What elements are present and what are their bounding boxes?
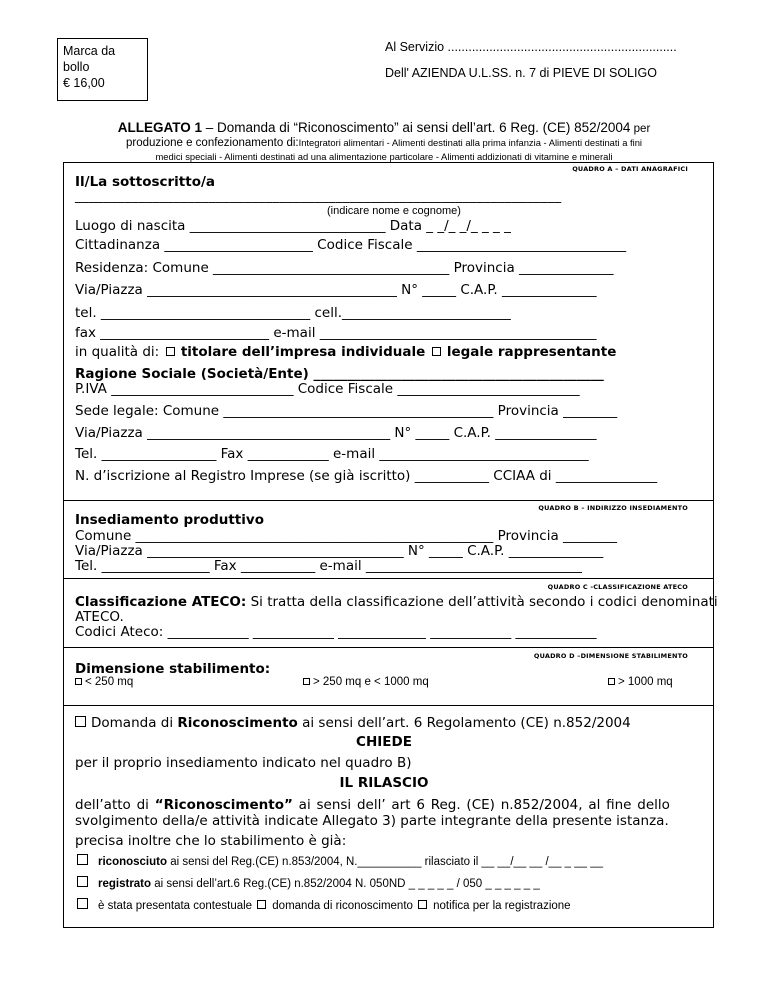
- quadro-c-tag: QUADRO C -CLASSIFICAZIONE ATECO: [547, 583, 688, 591]
- dim-opt3[interactable]: [608, 676, 673, 688]
- dim-opt1[interactable]: [75, 676, 133, 688]
- quadro-d-tag: QUADRO D –DIMENSIONE STABILIMENTO: [533, 652, 688, 660]
- dim-opt1-label: < 250 mq: [85, 676, 134, 688]
- divider-b-c: [63, 578, 714, 579]
- registrato-row: [75, 876, 540, 890]
- quadro-a-tag: QUADRO A – DATI ANAGRAFICI: [572, 165, 688, 173]
- piva-field[interactable]: P.IVA ___________________________ Codice Fiscale ___________________________: [75, 381, 580, 397]
- insediamento-comune-field[interactable]: Comune _____________________________________________________ Provincia ________: [75, 528, 618, 544]
- divider-c-d: [63, 647, 714, 648]
- allegato-line2-small: Integratori alimentari - Alimenti destinati alla prima infanzia - Alimenti destinati a fini: [298, 137, 642, 148]
- opt-riconoscimento-checkbox[interactable]: [257, 900, 266, 909]
- atto-line2: svolgimento della/e attività indicate Allegato 3) parte integrante della presente istanza.: [75, 813, 669, 829]
- rilascio-heading: IL RILASCIO: [339, 775, 429, 791]
- chiede-heading: CHIEDE: [356, 734, 412, 750]
- registrato-checkbox[interactable]: [77, 876, 88, 887]
- domanda-prefix: Domanda di: [91, 715, 178, 731]
- dim-opt1-checkbox[interactable]: [75, 678, 82, 685]
- domanda-bold: Riconoscimento: [177, 715, 298, 731]
- registrato-bold: registrato: [98, 878, 152, 890]
- opt-notifica-label: notifica per la registrazione: [433, 900, 571, 912]
- servizio-line: Al Servizio ..................................................................: [385, 40, 677, 54]
- allegato-title: [0, 120, 768, 135]
- registrato-rest: ai sensi dell’art.6 Reg.(CE) n.852/2004 N. 050ND _ _ _ _ _ / 050 _ _ _ _ _ _: [151, 878, 540, 890]
- domanda-line: [73, 715, 631, 731]
- divider-a-b: [63, 500, 714, 501]
- atto-pre: dell’atto di: [75, 797, 155, 813]
- cittadinanza-field[interactable]: Cittadinanza ______________________ Codice Fiscale _______________________________: [75, 237, 627, 253]
- allegato-line2-main: produzione e confezionamento di:: [125, 137, 299, 149]
- contestuale-row: [75, 898, 571, 912]
- stamp-label: [63, 43, 115, 91]
- azienda-line: Dell' AZIENDA U.L.SS. n. 7 di PIEVE DI SOLIGO: [385, 66, 657, 80]
- qualita-row: [75, 344, 616, 360]
- atto-bold: “Riconoscimento”: [154, 797, 293, 813]
- quadro-b-tag: QUADRO B – INDIRIZZO INSEDIAMENTO: [538, 504, 688, 512]
- sottoscritto-label: Il/La sottoscritto/a: [75, 174, 216, 190]
- luogo-field[interactable]: Luogo di nascita _____________________________ Data _ _/_ _/_ _ _ _: [75, 218, 511, 234]
- allegato-title-rest: – Domanda di “Riconoscimento” ai sensi dell’art. 6 Reg. (CE) 852/2004: [201, 120, 631, 135]
- via2-field[interactable]: Via/Piazza ____________________________________ N° _____ C.A.P. _______________: [75, 425, 597, 441]
- titolare-checkbox[interactable]: [166, 347, 175, 356]
- insediamento-tel-field[interactable]: Tel. ________________ Fax ___________ e-mail ________________________________: [75, 558, 582, 574]
- tel-field[interactable]: tel. _______________________________ cell._________________________: [75, 305, 511, 321]
- atto-rest: ai sensi dell’ art 6 Reg. (CE) n.852/2004, al fine dello: [292, 797, 670, 813]
- stamp-line2: bollo: [63, 60, 90, 74]
- riconosciuto-bold: riconosciuto: [98, 856, 168, 868]
- ateco-text: [75, 594, 718, 610]
- dim-opt3-label: > 1000 mq: [618, 676, 673, 688]
- via-field[interactable]: Via/Piazza _____________________________________ N° _____ C.A.P. ______________: [75, 282, 597, 298]
- tel2-field[interactable]: Tel. _________________ Fax ____________ e-mail _______________________________: [75, 446, 589, 462]
- name-field[interactable]: _____________________________________________________________________: [75, 188, 562, 204]
- residenza-field[interactable]: Residenza: Comune ___________________________________ Provincia ______________: [75, 260, 614, 276]
- ateco-text2: ATECO.: [75, 609, 124, 625]
- contestuale-checkbox[interactable]: [77, 898, 88, 909]
- dim-opt2[interactable]: [303, 676, 429, 688]
- riconosciuto-rest: ai sensi del Reg.(CE) n.853/2004, N.__________ rilasciato il __ __/__ __ /__ _ __ __: [167, 856, 604, 868]
- domanda-rest: ai sensi dell’art. 6 Regolamento (CE) n.852/2004: [297, 715, 631, 731]
- per-insediamento: per il proprio insediamento indicato nel quadro B): [75, 755, 412, 771]
- legale-label: legale rappresentante: [446, 344, 617, 360]
- contestuale-label: è stata presentata contestuale: [98, 900, 253, 912]
- dim-opt2-checkbox[interactable]: [303, 678, 310, 685]
- divider-d-domanda: [63, 705, 714, 706]
- domanda-checkbox[interactable]: [75, 716, 86, 727]
- dimensione-title: Dimensione stabilimento:: [75, 661, 271, 677]
- ateco-label: Classificazione ATECO:: [75, 594, 247, 610]
- atto-line1: [75, 797, 670, 813]
- ragione-sociale-field[interactable]: Ragione Sociale (Società/Ente) ___________________________________________: [75, 366, 604, 382]
- dim-opt2-label: > 250 mq e < 1000 mq: [313, 676, 429, 688]
- riconosciuto-checkbox[interactable]: [77, 854, 88, 865]
- insediamento-title: Insediamento produttivo: [75, 512, 264, 528]
- qualita-prefix: in qualità di:: [75, 344, 160, 360]
- stamp-line1: Marca da: [63, 44, 116, 58]
- sede-field[interactable]: Sede legale: Comune ________________________________________ Provincia ________: [75, 403, 618, 419]
- allegato-label: ALLEGATO 1: [117, 120, 202, 135]
- legale-checkbox[interactable]: [432, 347, 441, 356]
- iscrizione-field[interactable]: N. d’iscrizione al Registro Imprese (se già iscritto) ___________ CCIAA di _______________: [75, 468, 658, 484]
- ateco-text1: Si tratta della classificazione dell’attività secondo i codici denominati: [246, 594, 718, 610]
- precisa-line: precisa inoltre che lo stabilimento è già:: [75, 833, 347, 849]
- allegato-line2: [0, 137, 768, 149]
- riconosciuto-row: [75, 854, 603, 868]
- stamp-line3: € 16,00: [63, 76, 105, 90]
- dim-opt3-checkbox[interactable]: [608, 678, 615, 685]
- opt-notifica-checkbox[interactable]: [418, 900, 427, 909]
- allegato-line3: medici speciali - Alimenti destinati ad una alimentazione particolare - Alimenti addizionati di vitamine e minerali: [155, 151, 613, 162]
- codici-ateco-field[interactable]: Codici Ateco: ____________ ____________ _____________ ____________ ____________: [75, 624, 597, 640]
- opt-riconoscimento-label: domanda di riconoscimento: [272, 900, 413, 912]
- titolare-label: titolare dell’impresa individuale: [180, 344, 426, 360]
- fax-field[interactable]: fax _________________________ e-mail _________________________________________: [75, 325, 597, 341]
- name-hint: (indicare nome e cognome): [327, 205, 461, 217]
- insediamento-via-field[interactable]: Via/Piazza ______________________________________ N° _____ C.A.P. ______________: [75, 543, 604, 559]
- allegato-per: per: [630, 123, 651, 135]
